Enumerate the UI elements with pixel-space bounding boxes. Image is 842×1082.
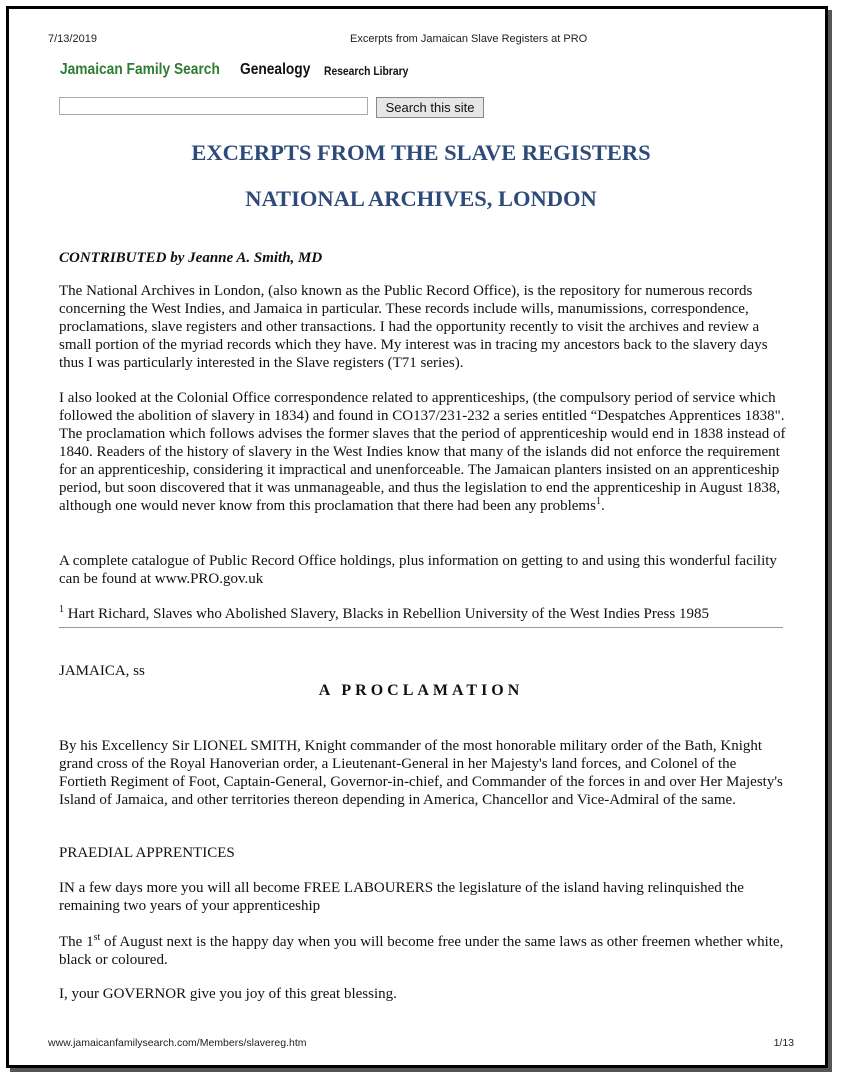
print-title: Excerpts from Jamaican Slave Registers at PRO — [350, 33, 588, 45]
logo-part-research-library: Research Library — [324, 64, 409, 78]
august-start: The 1 — [59, 934, 94, 950]
ordinal-suffix: st — [93, 932, 101, 943]
footnote — [59, 605, 787, 623]
print-url: www.jamaicanfamilysearch.com/Members/slavereg.htm — [48, 1037, 307, 1049]
page-title: EXCERPTS FROM THE SLAVE REGISTERS — [191, 140, 651, 165]
logo-part-jamaican-family-search: Jamaican Family Search — [60, 61, 220, 78]
governor-title-paragraph: By his Excellency Sir LIONEL SMITH, Knight commander of the most honorable military order of the Bath, Knight grand cross of the Royal Hanoverian order, a Lieutenant-General in her Majesty's land forces, and Colonel of the Fortieth Regiment of Foot, Captain-General, Governor-in-chief, and Commander of the forces in and over Her Majesty's Island of Jamaica, and other territories thereon depending in America, Chancellor and Vice-Admiral of the same. — [59, 738, 783, 808]
intro-paragraph: The National Archives in London, (also known as the Public Record Office), is the repository for numerous records concerning the West Indies, and Jamaica in particular. These records include wills, manumissions, correspondence, proclamations, slave registers and other transactions. I had the opportunity recently to visit the archives and review a small portion of the myriad records which they have. My interest was in tracing my ancestors back to the slavery days thus I was particularly interested in the Slave registers (T71 series). — [59, 283, 768, 371]
page-subtitle: NATIONAL ARCHIVES, LONDON — [245, 186, 597, 211]
search-button[interactable]: Search this site — [376, 97, 484, 118]
august-rest: of August next is the happy day when you will become free under the same laws as other freemen whether white, black or coloured. — [59, 934, 784, 968]
catalogue-paragraph: A complete catalogue of Public Record Office holdings, plus information on getting to and using this wonderful facility can be found at www.PRO.gov.uk — [59, 553, 777, 587]
jamaica-ss: JAMAICA, ss — [59, 663, 145, 679]
apprenticeship-paragraph — [59, 389, 787, 515]
divider — [59, 627, 783, 628]
page-number: 1/13 — [773, 1037, 794, 1049]
apprenticeship-end: . — [600, 498, 605, 514]
footnote-ref[interactable]: 1 — [595, 496, 601, 507]
praedial-apprentices-heading: PRAEDIAL APPRENTICES — [59, 845, 235, 861]
free-labourers-paragraph: IN a few days more you will all become FREE LABOURERS the legislature of the island having relinquished the remaining two years of your apprenticeship — [59, 880, 744, 914]
logo-part-genealogy: Genealogy — [240, 61, 311, 78]
site-logo[interactable] — [60, 61, 409, 79]
footnote-mark: 1 — [59, 604, 64, 615]
contributor-line: CONTRIBUTED by Jeanne A. Smith, MD — [59, 250, 323, 266]
proclamation-title: A PROCLAMATION — [318, 682, 524, 699]
apprenticeship-text: I also looked at the Colonial Office correspondence related to apprenticeships, (the compulsory period of service which followed the abolition of slavery in 1834) and found in CO137/231-232 a series entitled “Despatches Apprentices 1838". The proclamation which follows advises the former slaves that the period of apprenticeship would end in 1838 instead of 1840. Readers of the history of slavery in the West Indies know that many of the islands did not enforce the requirement for an apprenticeship, considering it impractical and unenforceable. The Jamaican planters insisted on an apprenticeship period, but soon discovered that it was unmanageable, and thus the legislation to end the apprenticeship in August 1838, although one would never know from this proclamation that there had been any problems — [59, 390, 786, 514]
print-date: 7/13/2019 — [48, 33, 97, 45]
august-first-paragraph — [59, 933, 787, 969]
governor-blessing-paragraph: I, your GOVERNOR give you joy of this great blessing. — [59, 986, 397, 1002]
footnote-text: Hart Richard, Slaves who Abolished Slavery, Blacks in Rebellion University of the West Indies Press 1985 — [64, 606, 709, 622]
search-input[interactable] — [59, 97, 368, 115]
